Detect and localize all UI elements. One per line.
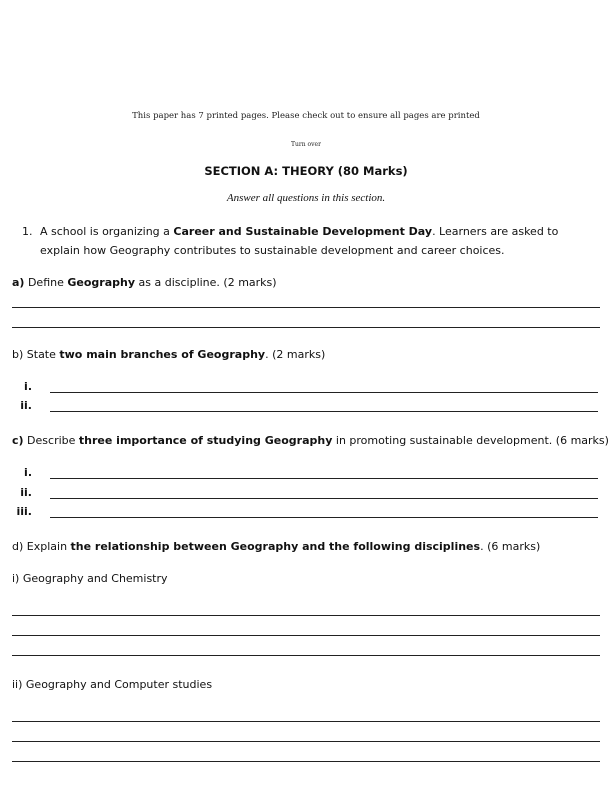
part-b-bold: two main branches of Geography	[59, 348, 266, 361]
part-d-sub-i: i) Geography and Chemistry	[12, 572, 168, 585]
part-a-text: Define	[24, 276, 68, 289]
part-d-prompt	[12, 540, 540, 553]
intro-text-end: . Learners are asked to explain how Geography contributes to sustainable development and career choices.	[40, 225, 559, 257]
answer-line[interactable]	[50, 411, 598, 412]
question-intro	[40, 222, 600, 260]
answer-line[interactable]	[12, 615, 600, 616]
answer-line[interactable]	[12, 761, 600, 762]
part-c-text-end: in promoting sustainable development. (6 marks)	[332, 434, 609, 447]
turn-over-note: Turn over	[291, 141, 321, 148]
item-label: i.	[24, 380, 32, 393]
intro-text: A school is organizing a	[40, 225, 174, 238]
part-c-bold: three importance of studying Geography	[78, 434, 333, 447]
question-number: 1.	[22, 225, 33, 238]
item-label: ii.	[20, 486, 32, 499]
part-d-bold: the relationship between Geography and the following disciplines	[70, 540, 481, 553]
section-instruction: Answer all questions in this section.	[226, 192, 386, 204]
part-b-label: b) State	[12, 348, 60, 361]
part-c-text: Describe	[23, 434, 79, 447]
answer-line[interactable]	[50, 498, 598, 499]
part-b-prompt	[12, 348, 325, 361]
part-a-text-end: as a discipline. (2 marks)	[135, 276, 277, 289]
answer-line[interactable]	[50, 517, 598, 518]
part-c-prompt	[12, 434, 609, 447]
part-a-bold: Geography	[67, 276, 136, 289]
part-a-prompt	[12, 276, 277, 289]
part-d-label: d) Explain	[12, 540, 71, 553]
part-a-label: a)	[12, 276, 25, 289]
answer-line[interactable]	[50, 478, 598, 479]
item-label: i.	[24, 466, 32, 479]
part-d-text-end: . (6 marks)	[480, 540, 541, 553]
answer-line[interactable]	[12, 327, 600, 328]
answer-line[interactable]	[12, 655, 600, 656]
answer-line[interactable]	[12, 721, 600, 722]
part-c-label: c)	[12, 434, 24, 447]
pages-note: This paper has 7 printed pages. Please check out to ensure all pages are printed	[132, 111, 480, 121]
answer-line[interactable]	[50, 392, 598, 393]
answer-line[interactable]	[12, 307, 600, 308]
answer-line[interactable]	[12, 635, 600, 636]
answer-line[interactable]	[12, 741, 600, 742]
part-b-text-end: . (2 marks)	[265, 348, 326, 361]
section-title: SECTION A: THEORY (80 Marks)	[204, 164, 408, 178]
part-d-sub-ii: ii) Geography and Computer studies	[12, 678, 213, 691]
item-label: iii.	[16, 505, 32, 518]
intro-bold: Career and Sustainable Development Day	[173, 225, 433, 238]
item-label: ii.	[20, 399, 32, 412]
